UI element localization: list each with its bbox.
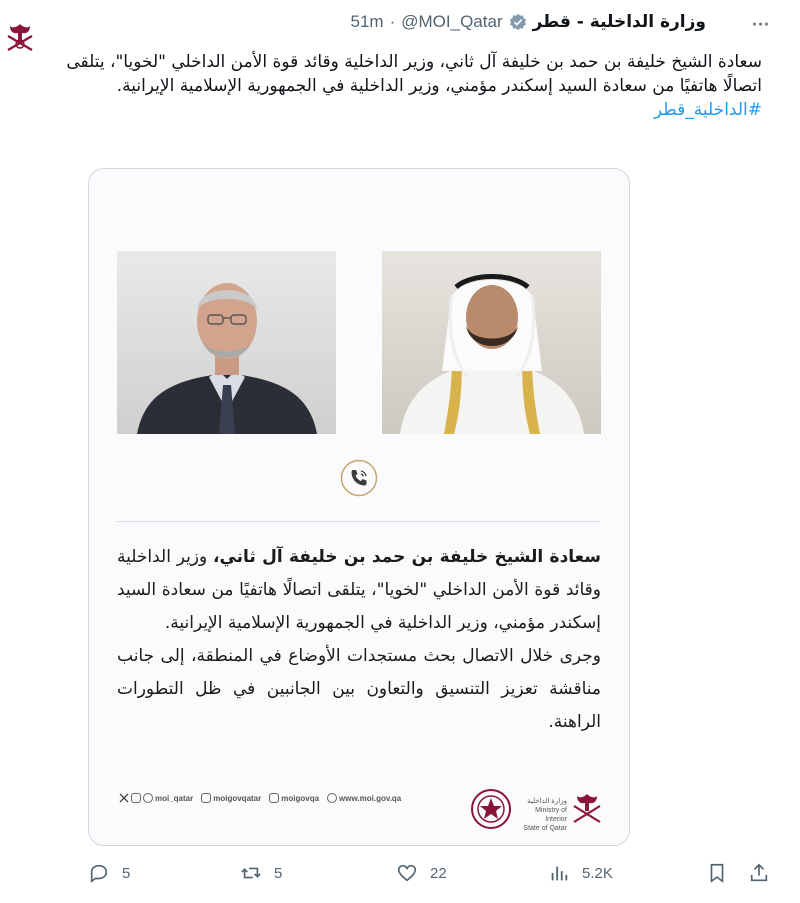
card-footer [89,779,630,832]
facebook-icon [201,793,211,803]
handle[interactable]: @MOI_Qatar [401,12,503,31]
avatar[interactable] [2,20,38,56]
social-icons [119,793,193,803]
heart-icon [396,862,418,884]
tweet-header [0,10,800,50]
whatsapp-icon [143,793,153,803]
tweet-text [42,50,762,122]
bookmark-button[interactable] [706,862,728,884]
author-line [351,12,706,32]
views-chart-icon [548,862,570,884]
globe-icon [327,793,337,803]
repost-count: 5 [274,864,283,882]
separator-dot: · [389,12,396,31]
verified-badge-icon [509,13,527,31]
tweet-actions [0,860,800,890]
social-links [119,793,401,803]
card-paragraph-2: وجرى خلال الاتصال بحث مستجدات الأوضاع في المنطقة، إلى جانب مناقشة تعزيز التنسيق والتعاون بين الجانبين في ظل التطورات الراهنة. [117,646,601,732]
hashtag-link[interactable]: #الداخلية_قطر [653,100,762,120]
timestamp[interactable]: 51m [350,12,384,31]
like-button[interactable] [396,862,447,884]
like-count: 22 [430,864,447,882]
views-button[interactable] [548,862,613,884]
moi-qatar-emblem-icon [2,20,38,56]
qatar-emblem-icon [567,789,607,829]
ministry-name-ar: وزارة الداخلية [527,798,567,805]
reply-count: 5 [122,864,131,882]
share-icon [748,862,770,884]
bookmark-icon [706,862,728,884]
instagram-icon [131,793,141,803]
card-divider [117,521,601,522]
repost-button[interactable] [240,862,282,884]
more-options-icon[interactable]: ··· [751,13,769,38]
ministry-wordmark [515,797,567,833]
display-name[interactable]: وزارة الداخلية - قطر [532,12,706,32]
share-button[interactable] [748,862,770,884]
youtube-handle: moigovqa [281,793,320,803]
media-card[interactable] [88,168,630,846]
social-handle: moi_qatar [155,793,194,803]
photo-qatari-minister [382,251,601,434]
reply-button[interactable] [88,862,130,884]
state-name: State of Qatar [523,825,567,832]
facebook-handle: moigovqatar [213,793,262,803]
photo-iranian-minister [117,251,336,434]
card-paragraph-1: وزير الداخلية وقائد قوة الأمن الداخلي "لخويا"، يتلقى اتصالًا هاتفيًا من سعادة السيد إسكندر مؤمني، وزير الداخلية في الجمهورية الإسلامية الإيرانية. [117,547,601,633]
tweet-body: سعادة الشيخ خليفة بن حمد بن خليفة آل ثاني، وزير الداخلية وقائد قوة الأمن الداخلي "لخويا"، يتلقى اتصالًا هاتفيًا من سعادة السيد إسكندر مؤمني، وزير الداخلية في الجمهورية الإسلامية الإيرانية. [66,52,762,96]
reply-icon [88,862,110,884]
website-link: www.moi.gov.qa [339,793,402,803]
repost-icon [240,862,262,884]
ministry-seal-icon [469,787,513,831]
x-icon [119,793,129,803]
youtube-icon [269,793,279,803]
views-count: 5.2K [582,864,613,882]
ministry-name-en: Ministry of Interior [535,807,567,823]
card-lead: سعادة الشيخ خليفة بن حمد بن خليفة آل ثاني، [213,547,601,567]
phone-call-icon [340,459,378,497]
card-statement [117,541,601,739]
